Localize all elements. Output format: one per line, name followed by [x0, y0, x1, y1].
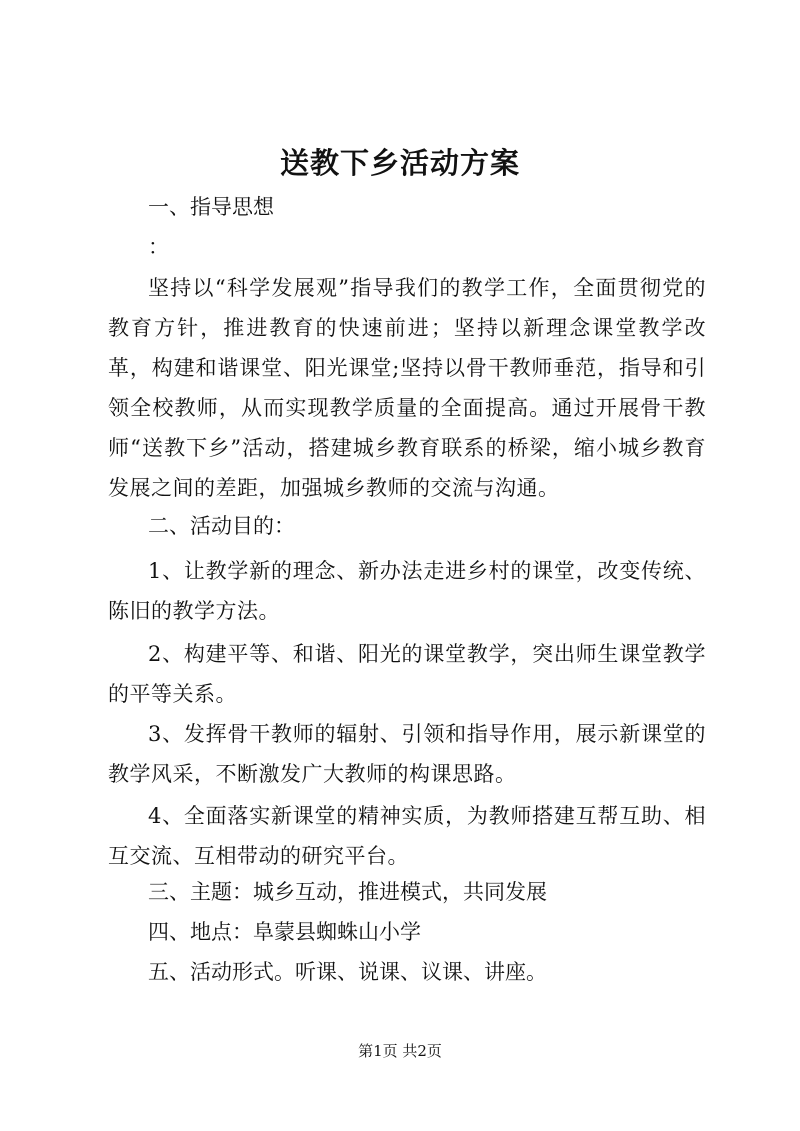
- document-title: 送教下乡活动方案: [279, 146, 520, 180]
- page-number-footer: 第1页 共2页: [358, 1042, 442, 1060]
- section-activity-form: 五、活动形式。听课、说课、议课、讲座。: [148, 960, 547, 984]
- goal-item-2: 2、构建平等、和谐、阳光的课堂教学，突出师生课堂教学的平等关系。: [108, 642, 706, 706]
- section-heading-guiding-thought: 一、指导思想: [148, 195, 274, 219]
- section-location: 四、地点：阜蒙县蜘蛛山小学: [148, 920, 421, 944]
- goal-item-1: 1、让教学新的理念、新办法走进乡村的课堂，改变传统、陈旧的教学方法。: [108, 559, 706, 623]
- section-theme: 三、主题：城乡互动，推进模式，共同发展: [148, 880, 547, 904]
- goal-item-4: 4、全面落实新课堂的精神实质，为教师搭建互帮互助、相互交流、互相带动的研究平台。: [108, 804, 706, 868]
- colon-mark: ：: [148, 235, 169, 259]
- guiding-thought-paragraph: 坚持以“科学发展观”指导我们的教学工作，全面贯彻党的教育方针，推进教育的快速前进；坚持以新理念课堂教学改革，构建和谐课堂、阳光课堂;坚持以骨干教师垂范，指导和引领全校教师，从而实现教学质量的全面提高。通过开展骨干教师“送教下乡”活动，搭建城乡教育联系的桥梁，缩小城乡教育发展之间的差距，加强城乡教师的交流与沟通。: [108, 276, 706, 500]
- section-heading-activity-goals: 二、活动目的：: [148, 514, 295, 538]
- goal-item-3: 3、发挥骨干教师的辐射、引领和指导作用，展示新课堂的教学风采，不断激发广大教师的构课思路。: [108, 722, 706, 786]
